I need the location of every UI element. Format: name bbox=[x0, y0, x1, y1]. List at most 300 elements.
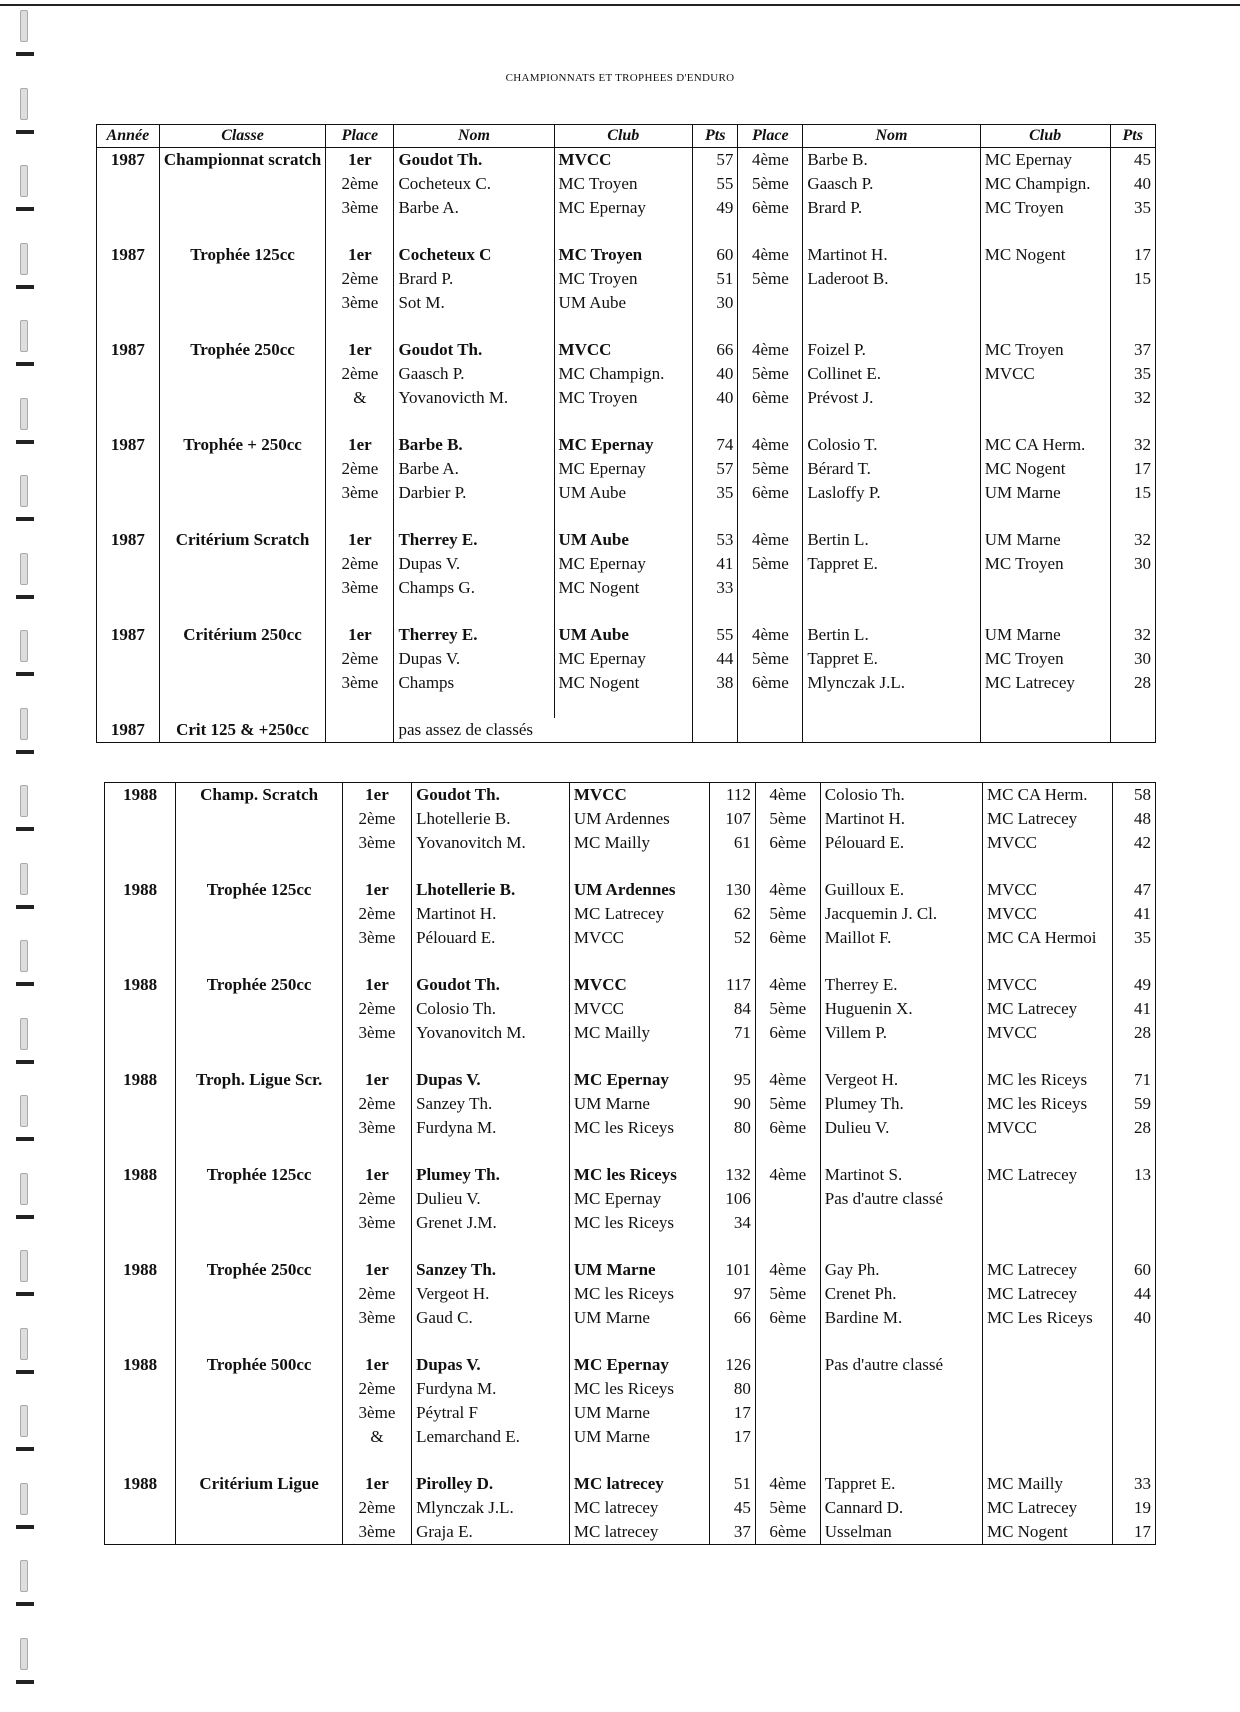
empty-cell bbox=[738, 410, 803, 433]
nom-cell: Yovanovicth M. bbox=[394, 386, 554, 410]
pts-cell: 40 bbox=[693, 386, 738, 410]
place-2-cell: 6ème bbox=[755, 1520, 820, 1545]
table-row bbox=[105, 902, 1156, 926]
club-cell: MC Troyen bbox=[554, 243, 692, 267]
empty-cell bbox=[176, 807, 343, 831]
empty-cell bbox=[342, 950, 411, 973]
nom-2-cell: Bertin L. bbox=[803, 528, 980, 552]
club-2-cell: MC Latrecey bbox=[982, 997, 1112, 1021]
place-2-cell bbox=[755, 1425, 820, 1449]
pts-2-cell bbox=[1110, 576, 1156, 600]
empty-cell bbox=[738, 315, 803, 338]
nom-2-cell: Guilloux E. bbox=[820, 878, 982, 902]
header-place-2: Place bbox=[738, 125, 803, 148]
place-cell: 2ème bbox=[326, 362, 394, 386]
nom-2-cell: Foizel P. bbox=[803, 338, 980, 362]
empty-cell bbox=[412, 950, 570, 973]
place-2-cell: 4ème bbox=[755, 1258, 820, 1282]
club-cell: MVCC bbox=[569, 973, 710, 997]
place-cell: 2ème bbox=[342, 902, 411, 926]
place-cell: 2ème bbox=[326, 457, 394, 481]
classe-cell: Critérium Ligue bbox=[176, 1472, 343, 1496]
table-row bbox=[97, 172, 1156, 196]
place-cell: & bbox=[342, 1425, 411, 1449]
binder-ring bbox=[20, 785, 28, 817]
pts-cell: 45 bbox=[710, 1496, 755, 1520]
nom-cell: Péytral F bbox=[412, 1401, 570, 1425]
place-cell: 1er bbox=[342, 973, 411, 997]
empty-cell bbox=[105, 1425, 176, 1449]
empty-cell bbox=[159, 552, 326, 576]
nom-cell: Colosio Th. bbox=[412, 997, 570, 1021]
place-cell: 1er bbox=[326, 338, 394, 362]
pts-2-cell: 60 bbox=[1112, 1258, 1155, 1282]
empty-cell bbox=[159, 457, 326, 481]
empty-cell bbox=[176, 1449, 343, 1472]
empty-cell bbox=[105, 1306, 176, 1330]
nom-2-cell: Jacquemin J. Cl. bbox=[820, 902, 982, 926]
classe-cell: Trophée 125cc bbox=[176, 1163, 343, 1187]
empty-cell bbox=[97, 362, 160, 386]
club-2-cell: MC Latrecey bbox=[982, 1163, 1112, 1187]
pts-cell: 57 bbox=[693, 148, 738, 173]
table-row bbox=[105, 1377, 1156, 1401]
place-cell: 2ème bbox=[326, 647, 394, 671]
empty-cell bbox=[803, 505, 980, 528]
empty-cell bbox=[105, 1496, 176, 1520]
binder-ring bbox=[20, 1405, 28, 1437]
binder-tab bbox=[16, 1060, 34, 1064]
club-2-cell bbox=[982, 1353, 1112, 1377]
table-row bbox=[105, 1021, 1156, 1045]
empty-cell bbox=[569, 1045, 710, 1068]
spacer-row bbox=[97, 600, 1156, 623]
place-cell: 2ème bbox=[326, 267, 394, 291]
place-2-cell: 6ème bbox=[755, 831, 820, 855]
empty-cell bbox=[105, 902, 176, 926]
empty-cell bbox=[97, 671, 160, 695]
empty-cell bbox=[159, 315, 326, 338]
pts-2-cell: 33 bbox=[1112, 1472, 1155, 1496]
empty-cell bbox=[755, 1449, 820, 1472]
club-2-cell: MC Nogent bbox=[980, 457, 1110, 481]
pts-2-cell: 17 bbox=[1112, 1520, 1155, 1545]
place-2-cell: 6ème bbox=[738, 196, 803, 220]
table-row bbox=[105, 1472, 1156, 1496]
empty-cell bbox=[982, 1449, 1112, 1472]
empty-cell bbox=[738, 220, 803, 243]
empty-cell bbox=[394, 410, 554, 433]
nom-2-cell: Prévost J. bbox=[803, 386, 980, 410]
place-cell: 1er bbox=[326, 148, 394, 173]
club-2-cell: MC Troyen bbox=[980, 552, 1110, 576]
club-cell: MC Troyen bbox=[554, 172, 692, 196]
club-cell: MC Troyen bbox=[554, 267, 692, 291]
pts-cell: 90 bbox=[710, 1092, 755, 1116]
pts-cell: 95 bbox=[710, 1068, 755, 1092]
empty-cell bbox=[97, 552, 160, 576]
pts-2-cell: 13 bbox=[1112, 1163, 1155, 1187]
club-cell: UM Marne bbox=[569, 1258, 710, 1282]
pts-2-cell: 15 bbox=[1110, 481, 1156, 505]
place-2-cell: 4ème bbox=[755, 783, 820, 808]
nom-cell: Barbe A. bbox=[394, 196, 554, 220]
empty-cell bbox=[159, 267, 326, 291]
empty-cell bbox=[326, 220, 394, 243]
empty-cell bbox=[105, 1377, 176, 1401]
nom-2-cell: Tappret E. bbox=[803, 647, 980, 671]
club-cell: MC Mailly bbox=[569, 831, 710, 855]
nom-2-cell: Dulieu V. bbox=[820, 1116, 982, 1140]
pts-cell: 57 bbox=[693, 457, 738, 481]
place-2-cell bbox=[755, 1211, 820, 1235]
table-row bbox=[97, 338, 1156, 362]
nom-cell: Mlynczak J.L. bbox=[412, 1496, 570, 1520]
binder-tab bbox=[16, 905, 34, 909]
pts-cell: 55 bbox=[693, 172, 738, 196]
place-cell: 1er bbox=[326, 623, 394, 647]
binder-tab bbox=[16, 1370, 34, 1374]
empty-cell bbox=[1110, 410, 1156, 433]
year-cell: 1987 bbox=[97, 623, 160, 647]
place-2-cell: 4ème bbox=[738, 623, 803, 647]
binder-tab bbox=[16, 362, 34, 366]
nom-cell: Dulieu V. bbox=[412, 1187, 570, 1211]
empty-cell bbox=[738, 600, 803, 623]
empty-cell bbox=[176, 1235, 343, 1258]
empty-cell bbox=[394, 505, 554, 528]
club-2-cell: MC Champign. bbox=[980, 172, 1110, 196]
table-row bbox=[97, 528, 1156, 552]
binder-ring bbox=[20, 630, 28, 662]
nom-2-cell bbox=[803, 576, 980, 600]
pts-2-cell bbox=[1110, 291, 1156, 315]
club-2-cell: MC Latrecey bbox=[982, 1282, 1112, 1306]
binder-ring bbox=[20, 940, 28, 972]
empty-cell bbox=[326, 695, 394, 718]
spacer-row bbox=[105, 1449, 1156, 1472]
empty-cell bbox=[97, 386, 160, 410]
place-cell: 3ème bbox=[342, 1021, 411, 1045]
empty-cell bbox=[1112, 1140, 1155, 1163]
classe-cell: Trophée 250cc bbox=[176, 1258, 343, 1282]
binder-ring bbox=[20, 708, 28, 740]
nom-2-cell: Mlynczak J.L. bbox=[803, 671, 980, 695]
empty-cell bbox=[342, 1140, 411, 1163]
club-cell: MVCC bbox=[569, 926, 710, 950]
place-2-cell: 5ème bbox=[738, 172, 803, 196]
club-cell: MC Nogent bbox=[554, 671, 692, 695]
page-title: CHAMPIONNATS ET TROPHEES D'ENDURO bbox=[505, 72, 735, 84]
club-cell: UM Aube bbox=[554, 528, 692, 552]
empty-cell bbox=[1112, 1235, 1155, 1258]
empty-cell bbox=[176, 1520, 343, 1545]
table-header-row bbox=[97, 125, 1156, 148]
place-2-cell: 4ème bbox=[738, 433, 803, 457]
empty-cell bbox=[159, 362, 326, 386]
club-2-cell: MC CA Herm. bbox=[982, 783, 1112, 808]
nom-cell: Darbier P. bbox=[394, 481, 554, 505]
place-cell: 2ème bbox=[342, 1187, 411, 1211]
empty-cell bbox=[569, 1330, 710, 1353]
empty-cell bbox=[176, 1116, 343, 1140]
empty-cell bbox=[342, 1235, 411, 1258]
nom-cell: Pélouard E. bbox=[412, 926, 570, 950]
club-2-cell: MC Latrecey bbox=[982, 807, 1112, 831]
club-2-cell bbox=[982, 1425, 1112, 1449]
binder-tab bbox=[16, 517, 34, 521]
empty-cell bbox=[159, 505, 326, 528]
empty-cell bbox=[820, 1449, 982, 1472]
table-row bbox=[105, 831, 1156, 855]
nom-2-cell bbox=[820, 1425, 982, 1449]
empty-cell bbox=[980, 410, 1110, 433]
binder-ring bbox=[20, 1173, 28, 1205]
empty-cell bbox=[1110, 718, 1156, 743]
place-cell: 1er bbox=[342, 878, 411, 902]
club-2-cell bbox=[982, 1401, 1112, 1425]
pts-cell: 55 bbox=[693, 623, 738, 647]
spacer-row bbox=[97, 695, 1156, 718]
empty-cell bbox=[803, 600, 980, 623]
classe-cell: Champ. Scratch bbox=[176, 783, 343, 808]
classe-cell: Critérium Scratch bbox=[159, 528, 326, 552]
nom-2-cell: Crenet Ph. bbox=[820, 1282, 982, 1306]
empty-cell bbox=[803, 410, 980, 433]
page-top-rule bbox=[0, 4, 1240, 6]
pts-cell: 53 bbox=[693, 528, 738, 552]
nom-cell: Grenet J.M. bbox=[412, 1211, 570, 1235]
nom-2-cell: Pélouard E. bbox=[820, 831, 982, 855]
spacer-row bbox=[97, 220, 1156, 243]
empty-cell bbox=[820, 950, 982, 973]
empty-cell bbox=[980, 315, 1110, 338]
table-row bbox=[97, 576, 1156, 600]
empty-cell bbox=[159, 410, 326, 433]
nom-cell: Plumey Th. bbox=[412, 1163, 570, 1187]
club-cell: MC Epernay bbox=[569, 1068, 710, 1092]
place-2-cell: 4ème bbox=[755, 1472, 820, 1496]
empty-cell bbox=[176, 1187, 343, 1211]
empty-cell bbox=[982, 855, 1112, 878]
classe-cell: Critérium 250cc bbox=[159, 623, 326, 647]
nom-2-cell: Colosio T. bbox=[803, 433, 980, 457]
binder-tab bbox=[16, 207, 34, 211]
empty-cell bbox=[755, 1140, 820, 1163]
club-2-cell: MVCC bbox=[982, 878, 1112, 902]
pts-2-cell: 41 bbox=[1112, 997, 1155, 1021]
nom-2-cell: Tappret E. bbox=[803, 552, 980, 576]
place-2-cell bbox=[755, 1187, 820, 1211]
club-cell: UM Ardennes bbox=[569, 878, 710, 902]
empty-cell bbox=[159, 600, 326, 623]
club-cell: UM Marne bbox=[569, 1306, 710, 1330]
club-cell: UM Aube bbox=[554, 291, 692, 315]
pts-2-cell: 32 bbox=[1110, 528, 1156, 552]
empty-cell bbox=[159, 291, 326, 315]
nom-cell: Graja E. bbox=[412, 1520, 570, 1545]
empty-cell bbox=[554, 220, 692, 243]
club-cell: UM Marne bbox=[569, 1425, 710, 1449]
place-2-cell bbox=[755, 1401, 820, 1425]
place-cell: 1er bbox=[342, 1472, 411, 1496]
nom-2-cell: Therrey E. bbox=[820, 973, 982, 997]
spacer-row bbox=[105, 1045, 1156, 1068]
nom-2-cell: Vergeot H. bbox=[820, 1068, 982, 1092]
empty-cell bbox=[105, 1021, 176, 1045]
empty-cell bbox=[105, 1330, 176, 1353]
place-cell: 1er bbox=[326, 433, 394, 457]
binder-ring bbox=[20, 320, 28, 352]
place-cell: 3ème bbox=[342, 1401, 411, 1425]
pts-2-cell: 47 bbox=[1112, 878, 1155, 902]
table-row bbox=[105, 1282, 1156, 1306]
empty-cell bbox=[176, 1425, 343, 1449]
place-2-cell: 5ème bbox=[755, 807, 820, 831]
club-cell: MC latrecey bbox=[569, 1496, 710, 1520]
empty-cell bbox=[342, 855, 411, 878]
year-cell: 1987 bbox=[97, 433, 160, 457]
nom-cell: Cocheteux C bbox=[394, 243, 554, 267]
nom-cell: Martinot H. bbox=[412, 902, 570, 926]
nom-cell: Pirolley D. bbox=[412, 1472, 570, 1496]
place-cell: 2ème bbox=[342, 997, 411, 1021]
nom-2-cell: Bérard T. bbox=[803, 457, 980, 481]
empty-cell bbox=[710, 1330, 755, 1353]
header-club-2: Club bbox=[980, 125, 1110, 148]
empty-cell bbox=[159, 576, 326, 600]
nom-2-cell bbox=[803, 291, 980, 315]
pts-cell: 17 bbox=[710, 1425, 755, 1449]
binder-tab bbox=[16, 1525, 34, 1529]
empty-cell bbox=[105, 1116, 176, 1140]
results-table-1987 bbox=[96, 124, 1156, 743]
pts-2-cell: 35 bbox=[1110, 362, 1156, 386]
empty-cell bbox=[554, 315, 692, 338]
table-row bbox=[97, 647, 1156, 671]
empty-cell bbox=[569, 1235, 710, 1258]
empty-cell bbox=[97, 505, 160, 528]
empty-cell bbox=[980, 220, 1110, 243]
club-2-cell bbox=[980, 576, 1110, 600]
club-2-cell: MC Troyen bbox=[980, 338, 1110, 362]
pts-2-cell: 40 bbox=[1112, 1306, 1155, 1330]
table-row bbox=[105, 1116, 1156, 1140]
pts-2-cell: 35 bbox=[1110, 196, 1156, 220]
empty-cell bbox=[159, 196, 326, 220]
pts-cell: 84 bbox=[710, 997, 755, 1021]
nom-cell: Sanzey Th. bbox=[412, 1258, 570, 1282]
binder-tab bbox=[16, 595, 34, 599]
empty-cell bbox=[693, 600, 738, 623]
place-2-cell bbox=[755, 1377, 820, 1401]
empty-cell bbox=[1110, 315, 1156, 338]
empty-cell bbox=[176, 1211, 343, 1235]
club-cell: MC latrecey bbox=[569, 1472, 710, 1496]
year-cell: 1987 bbox=[97, 243, 160, 267]
empty-cell bbox=[105, 950, 176, 973]
year-cell: 1987 bbox=[97, 528, 160, 552]
club-2-cell: MC Les Riceys bbox=[982, 1306, 1112, 1330]
place-2-cell: 5ème bbox=[738, 457, 803, 481]
pts-cell: 97 bbox=[710, 1282, 755, 1306]
club-2-cell bbox=[980, 267, 1110, 291]
empty-cell bbox=[159, 220, 326, 243]
place-cell: 1er bbox=[342, 1258, 411, 1282]
table-row bbox=[105, 1068, 1156, 1092]
empty-cell bbox=[820, 1045, 982, 1068]
pts-cell: 106 bbox=[710, 1187, 755, 1211]
results-table-1988 bbox=[104, 782, 1156, 1545]
empty-cell bbox=[710, 950, 755, 973]
empty-cell bbox=[105, 1187, 176, 1211]
club-2-cell: MC Latrecey bbox=[982, 1258, 1112, 1282]
header-annee: Année bbox=[97, 125, 160, 148]
binder-ring bbox=[20, 243, 28, 275]
empty-cell bbox=[394, 695, 554, 718]
pts-2-cell: 32 bbox=[1110, 623, 1156, 647]
club-cell: UM Aube bbox=[554, 623, 692, 647]
club-cell: UM Ardennes bbox=[569, 807, 710, 831]
place-cell: 3ème bbox=[342, 1306, 411, 1330]
empty-cell bbox=[693, 505, 738, 528]
nom-2-cell: Usselman bbox=[820, 1520, 982, 1545]
spacer-row bbox=[105, 1235, 1156, 1258]
binder-ring bbox=[20, 1018, 28, 1050]
pts-cell: 44 bbox=[693, 647, 738, 671]
pts-2-cell: 30 bbox=[1110, 647, 1156, 671]
empty-cell bbox=[710, 1235, 755, 1258]
nom-cell: Goudot Th. bbox=[412, 783, 570, 808]
classe-cell: Trophée 500cc bbox=[176, 1353, 343, 1377]
year-cell: 1988 bbox=[105, 1258, 176, 1282]
club-2-cell bbox=[982, 1377, 1112, 1401]
pts-cell: 35 bbox=[693, 481, 738, 505]
empty-cell bbox=[755, 1045, 820, 1068]
nom-cell: Goudot Th. bbox=[412, 973, 570, 997]
empty-cell bbox=[97, 457, 160, 481]
club-cell: UM Aube bbox=[554, 481, 692, 505]
note-cell: pas assez de classés bbox=[394, 718, 693, 743]
nom-cell: Yovanovitch M. bbox=[412, 1021, 570, 1045]
pts-cell: 112 bbox=[710, 783, 755, 808]
place-cell: 2ème bbox=[342, 807, 411, 831]
place-cell: 2ème bbox=[326, 172, 394, 196]
empty-cell bbox=[820, 855, 982, 878]
classe-cell: Trophée 250cc bbox=[159, 338, 326, 362]
pts-2-cell: 32 bbox=[1110, 386, 1156, 410]
club-2-cell: UM Marne bbox=[980, 481, 1110, 505]
empty-cell bbox=[412, 1140, 570, 1163]
empty-cell bbox=[554, 695, 692, 718]
club-2-cell: UM Marne bbox=[980, 623, 1110, 647]
empty-cell bbox=[693, 718, 738, 743]
classe-cell: Championnat scratch bbox=[159, 148, 326, 173]
table-row bbox=[97, 457, 1156, 481]
empty-cell bbox=[693, 695, 738, 718]
nom-2-cell: Barbe B. bbox=[803, 148, 980, 173]
spacer-row bbox=[105, 1140, 1156, 1163]
empty-cell bbox=[980, 718, 1110, 743]
club-2-cell: MC Latrecey bbox=[982, 1496, 1112, 1520]
place-cell: 1er bbox=[326, 243, 394, 267]
binder-ring bbox=[20, 553, 28, 585]
empty-cell bbox=[980, 695, 1110, 718]
binder-ring bbox=[20, 1483, 28, 1515]
empty-cell bbox=[342, 1330, 411, 1353]
club-cell: MC les Riceys bbox=[569, 1163, 710, 1187]
empty-cell bbox=[755, 1235, 820, 1258]
